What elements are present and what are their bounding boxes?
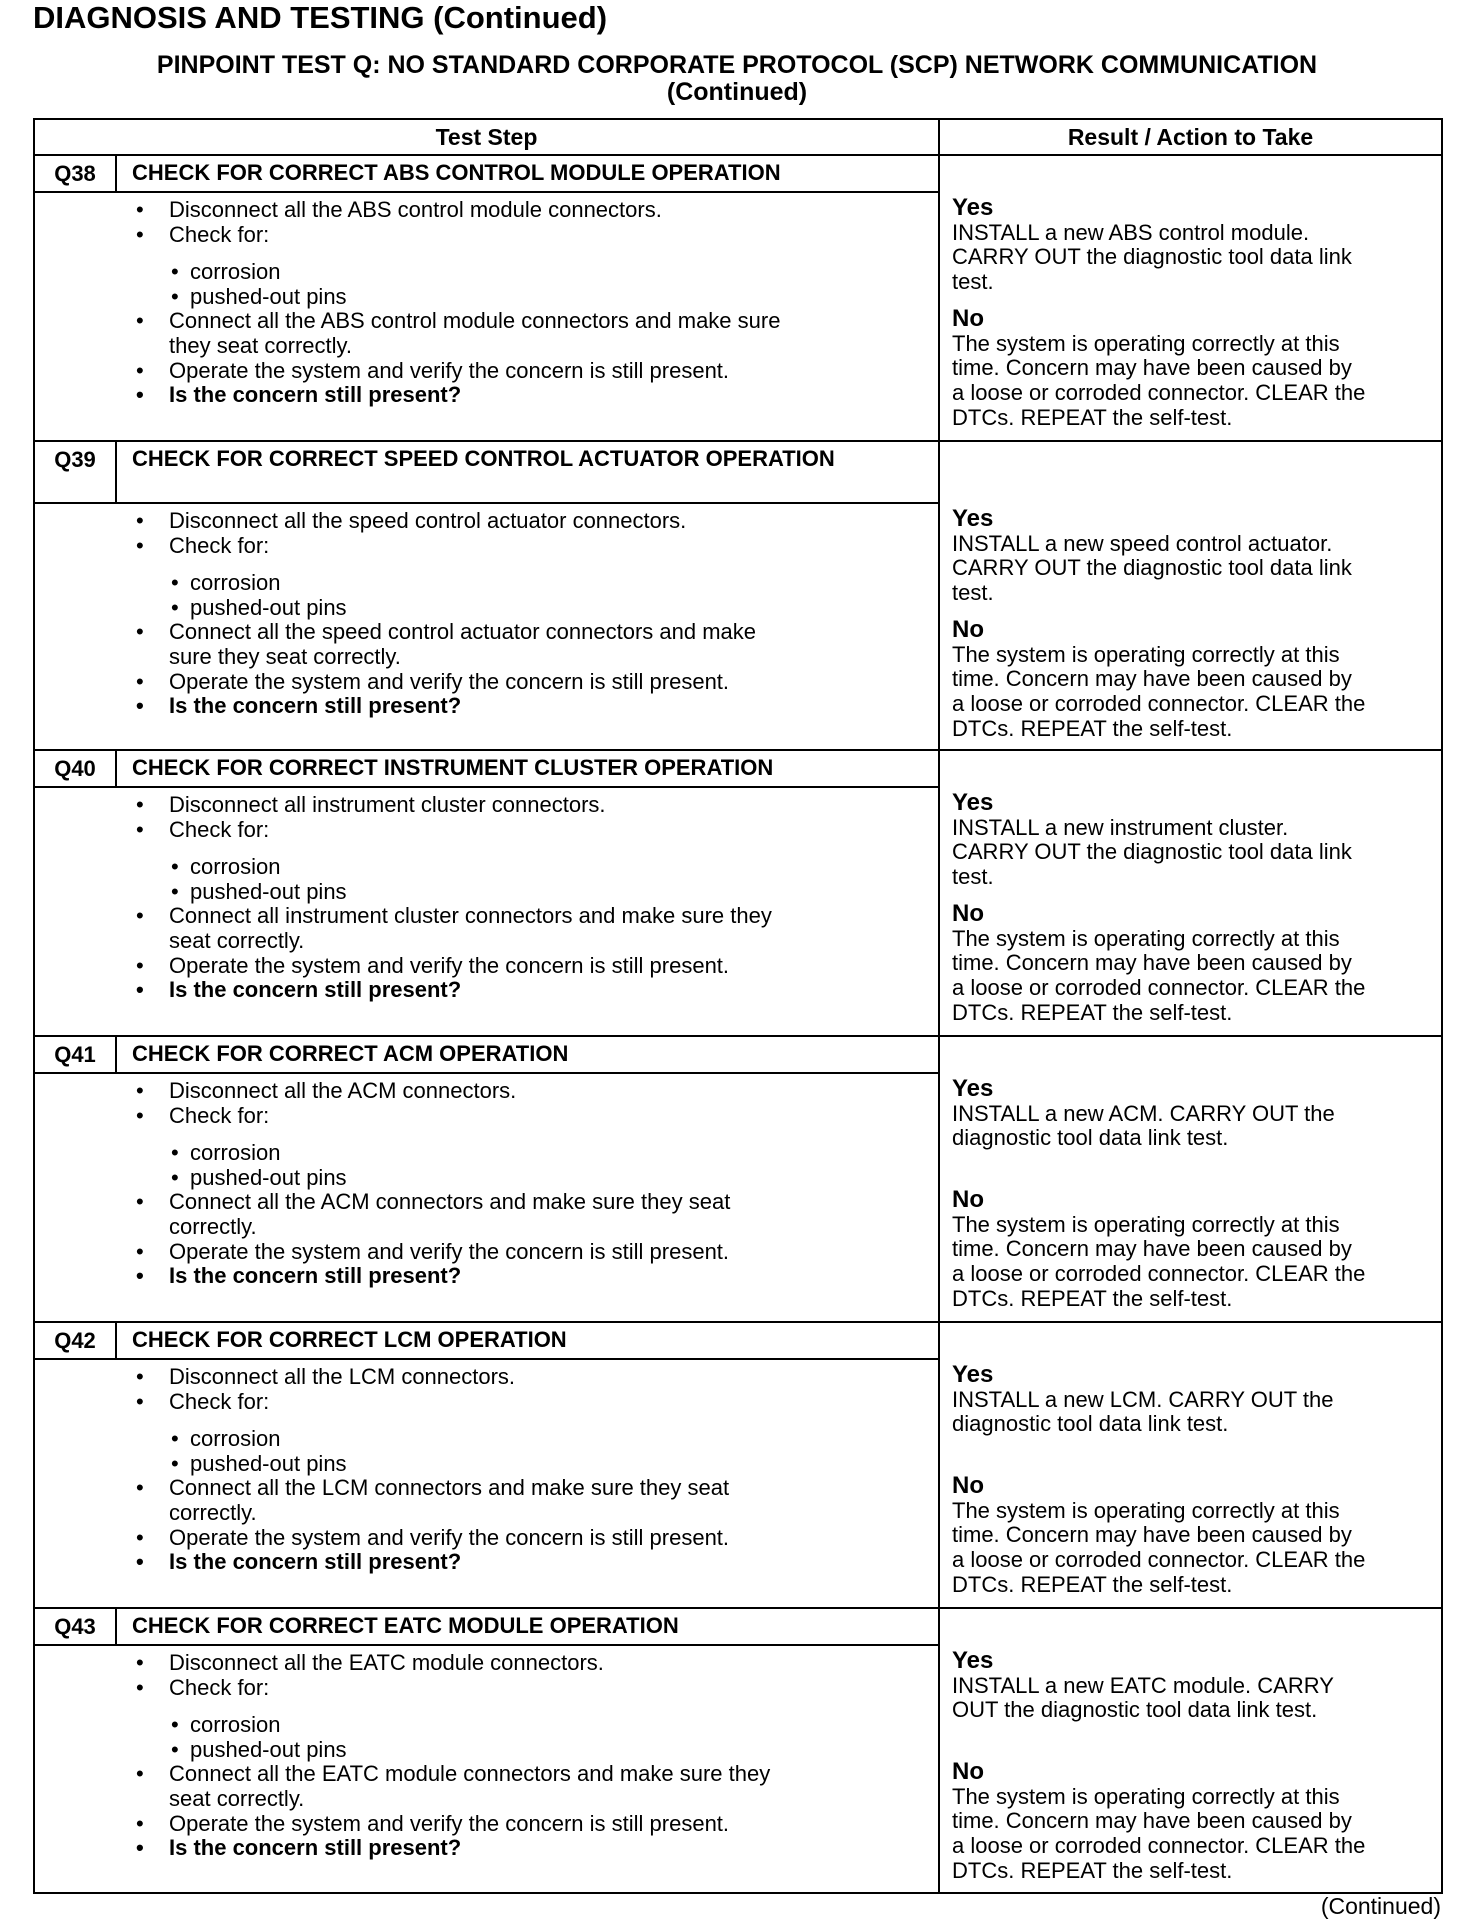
bullet: • <box>136 308 144 333</box>
bullet: • <box>136 619 144 644</box>
no-action: DTCs. REPEAT the self-test. <box>952 1571 1233 1597</box>
pinpoint-test-table <box>33 118 1443 1894</box>
step-number: Q43 <box>35 1609 117 1644</box>
check-pushed-out-pins: pushed-out pins <box>190 1451 347 1476</box>
test-step-block <box>35 1609 1441 1892</box>
step-title: CHECK FOR CORRECT ABS CONTROL MODULE OPERATION <box>132 160 781 185</box>
no-action: time. Concern may have been caused by <box>952 1236 1352 1262</box>
no-action: a loose or corroded connector. CLEAR the <box>952 1261 1366 1287</box>
bullet: • <box>136 222 144 247</box>
bullet: • <box>136 1263 144 1288</box>
bullet: • <box>136 977 144 1002</box>
bullet: • <box>136 533 144 558</box>
yes-action: test. <box>952 580 994 606</box>
check-pushed-out-pins: pushed-out pins <box>190 1165 347 1190</box>
instruction-connect-cont: sure they seat correctly. <box>169 644 401 669</box>
no-label: No <box>952 1758 984 1785</box>
question: Is the concern still present? <box>169 693 462 718</box>
check-corrosion: corrosion <box>190 1426 281 1451</box>
check-pushed-out-pins: pushed-out pins <box>190 595 347 620</box>
question: Is the concern still present? <box>169 977 462 1002</box>
table-header <box>35 120 1441 156</box>
yes-action: test. <box>952 864 994 890</box>
instruction-check-for: Check for: <box>169 817 270 842</box>
instruction-disconnect: Disconnect all the ACM connectors. <box>169 1078 517 1103</box>
bullet: • <box>136 1675 144 1700</box>
step-number: Q39 <box>35 442 117 502</box>
header-test-step: Test Step <box>435 124 538 150</box>
no-action: time. Concern may have been caused by <box>952 355 1352 381</box>
section-title: DIAGNOSIS AND TESTING (Continued) <box>33 0 608 35</box>
no-action: time. Concern may have been caused by <box>952 950 1352 976</box>
check-pushed-out-pins: pushed-out pins <box>190 879 347 904</box>
sub-bullet: • <box>171 1737 179 1762</box>
bullet: • <box>136 508 144 533</box>
no-action: The system is operating correctly at this <box>952 925 1340 951</box>
sub-bullet: • <box>171 854 179 879</box>
no-action: DTCs. REPEAT the self-test. <box>952 1285 1233 1311</box>
bullet: • <box>136 1525 144 1550</box>
no-label: No <box>952 1186 984 1213</box>
no-action: DTCs. REPEAT the self-test. <box>952 404 1233 430</box>
check-pushed-out-pins: pushed-out pins <box>190 1737 347 1762</box>
no-action: a loose or corroded connector. CLEAR the <box>952 380 1366 406</box>
yes-action: OUT the diagnostic tool data link test. <box>952 1697 1318 1723</box>
bullet: • <box>136 792 144 817</box>
instruction-operate: Operate the system and verify the concern is still present. <box>169 1525 730 1550</box>
no-action: DTCs. REPEAT the self-test. <box>952 715 1233 741</box>
instruction-disconnect: Disconnect all the ABS control module connectors. <box>169 197 662 222</box>
instruction-connect-cont: correctly. <box>169 1214 257 1239</box>
instruction-operate: Operate the system and verify the concern is still present. <box>169 1811 730 1836</box>
yes-label: Yes <box>952 1361 994 1388</box>
bullet: • <box>136 953 144 978</box>
no-action: The system is operating correctly at this <box>952 1783 1340 1809</box>
step-number: Q38 <box>35 156 117 191</box>
step-title: CHECK FOR CORRECT LCM OPERATION <box>132 1327 567 1352</box>
yes-action: CARRY OUT the diagnostic tool data link <box>952 839 1352 865</box>
bullet: • <box>136 1835 144 1860</box>
bullet: • <box>136 903 144 928</box>
yes-action: CARRY OUT the diagnostic tool data link <box>952 555 1352 581</box>
step-number: Q41 <box>35 1037 117 1072</box>
no-label: No <box>952 900 984 927</box>
bullet: • <box>136 817 144 842</box>
step-title: CHECK FOR CORRECT EATC MODULE OPERATION <box>132 1613 679 1638</box>
step-title: CHECK FOR CORRECT INSTRUMENT CLUSTER OPERATION <box>132 755 774 780</box>
no-action: time. Concern may have been caused by <box>952 666 1352 692</box>
yes-label: Yes <box>952 194 994 221</box>
continued-label: (Continued) <box>1320 1893 1441 1919</box>
instruction-disconnect: Disconnect all the speed control actuator connectors. <box>169 508 687 533</box>
no-action: The system is operating correctly at this <box>952 1211 1340 1237</box>
instruction-connect: Connect all instrument cluster connectors and make sure they <box>169 903 772 928</box>
instruction-connect-cont: seat correctly. <box>169 928 305 953</box>
test-step-title-row <box>35 156 938 193</box>
sub-bullet: • <box>171 284 179 309</box>
test-step-block <box>35 442 1441 751</box>
check-corrosion: corrosion <box>190 570 281 595</box>
bullet: • <box>136 693 144 718</box>
sub-bullet: • <box>171 1165 179 1190</box>
no-action: DTCs. REPEAT the self-test. <box>952 1857 1233 1883</box>
bullet: • <box>136 1549 144 1574</box>
sub-bullet: • <box>171 1140 179 1165</box>
step-number: Q40 <box>35 751 117 786</box>
instruction-connect: Connect all the ACM connectors and make sure they seat <box>169 1189 731 1214</box>
yes-label: Yes <box>952 1075 994 1102</box>
yes-label: Yes <box>952 1647 994 1674</box>
no-action: a loose or corroded connector. CLEAR the <box>952 975 1366 1001</box>
yes-label: Yes <box>952 505 994 532</box>
instruction-operate: Operate the system and verify the concern is still present. <box>169 358 730 383</box>
instruction-check-for: Check for: <box>169 533 270 558</box>
instruction-connect: Connect all the speed control actuator connectors and make <box>169 619 757 644</box>
bullet: • <box>136 1364 144 1389</box>
bullet: • <box>136 1239 144 1264</box>
instruction-disconnect: Disconnect all the EATC module connectors. <box>169 1650 604 1675</box>
instruction-disconnect: Disconnect all the LCM connectors. <box>169 1364 516 1389</box>
step-title: CHECK FOR CORRECT ACM OPERATION <box>132 1041 569 1066</box>
question: Is the concern still present? <box>169 1835 462 1860</box>
no-action: The system is operating correctly at this <box>952 1497 1340 1523</box>
instruction-operate: Operate the system and verify the concern is still present. <box>169 953 730 978</box>
bullet: • <box>136 1811 144 1836</box>
instruction-check-for: Check for: <box>169 1103 270 1128</box>
bullet: • <box>136 1103 144 1128</box>
bullet: • <box>136 1761 144 1786</box>
bullet: • <box>136 382 144 407</box>
no-action: a loose or corroded connector. CLEAR the <box>952 691 1366 717</box>
header-result: Result / Action to Take <box>1067 124 1314 150</box>
check-corrosion: corrosion <box>190 1712 281 1737</box>
sub-bullet: • <box>171 259 179 284</box>
bullet: • <box>136 1475 144 1500</box>
yes-action: INSTALL a new ABS control module. <box>952 219 1310 245</box>
yes-action: CARRY OUT the diagnostic tool data link <box>952 244 1352 270</box>
check-pushed-out-pins: pushed-out pins <box>190 284 347 309</box>
test-step-title-row <box>35 1037 938 1074</box>
no-action: time. Concern may have been caused by <box>952 1808 1352 1834</box>
instruction-disconnect: Disconnect all instrument cluster connectors. <box>169 792 606 817</box>
test-step-block <box>35 751 1441 1037</box>
subtitle-continued: (Continued) <box>666 78 808 106</box>
instruction-connect: Connect all the ABS control module connectors and make sure <box>169 308 781 333</box>
test-step-title-row <box>35 442 938 504</box>
test-step-title-row <box>35 751 938 788</box>
question: Is the concern still present? <box>169 1549 462 1574</box>
yes-action: diagnostic tool data link test. <box>952 1411 1229 1437</box>
test-step-block <box>35 1037 1441 1323</box>
sub-bullet: • <box>171 1712 179 1737</box>
subtitle-line: PINPOINT TEST Q: NO STANDARD CORPORATE PROTOCOL (SCP) NETWORK COMMUNICATION <box>156 51 1318 79</box>
instruction-connect-cont: correctly. <box>169 1500 257 1525</box>
no-action: The system is operating correctly at this <box>952 641 1340 667</box>
no-label: No <box>952 616 984 643</box>
no-action: a loose or corroded connector. CLEAR the <box>952 1547 1366 1573</box>
pinpoint-test-title <box>33 52 1441 106</box>
question: Is the concern still present? <box>169 1263 462 1288</box>
step-number: Q42 <box>35 1323 117 1358</box>
instruction-connect: Connect all the LCM connectors and make sure they seat <box>169 1475 730 1500</box>
step-title: CHECK FOR CORRECT SPEED CONTROL ACTUATOR OPERATION <box>132 446 835 471</box>
yes-action: INSTALL a new LCM. CARRY OUT the <box>952 1386 1334 1412</box>
no-action: The system is operating correctly at this <box>952 330 1340 356</box>
test-step-block <box>35 1323 1441 1609</box>
bullet: • <box>136 1189 144 1214</box>
no-label: No <box>952 305 984 332</box>
bullet: • <box>136 1078 144 1103</box>
yes-action: INSTALL a new instrument cluster. <box>952 814 1289 840</box>
no-label: No <box>952 1472 984 1499</box>
yes-action: diagnostic tool data link test. <box>952 1125 1229 1151</box>
bullet: • <box>136 669 144 694</box>
sub-bullet: • <box>171 879 179 904</box>
instruction-check-for: Check for: <box>169 1675 270 1700</box>
test-step-block <box>35 156 1441 442</box>
yes-label: Yes <box>952 789 994 816</box>
question: Is the concern still present? <box>169 382 462 407</box>
no-action: time. Concern may have been caused by <box>952 1522 1352 1548</box>
instruction-connect-cont: they seat correctly. <box>169 333 352 358</box>
instruction-connect-cont: seat correctly. <box>169 1786 305 1811</box>
test-step-title-row <box>35 1323 938 1360</box>
yes-action: INSTALL a new EATC module. CARRY <box>952 1672 1334 1698</box>
yes-action: INSTALL a new speed control actuator. <box>952 530 1333 556</box>
sub-bullet: • <box>171 595 179 620</box>
bullet: • <box>136 1389 144 1414</box>
no-action: a loose or corroded connector. CLEAR the <box>952 1833 1366 1859</box>
instruction-connect: Connect all the EATC module connectors and make sure they <box>169 1761 771 1786</box>
bullet: • <box>136 197 144 222</box>
bullet: • <box>136 1650 144 1675</box>
test-step-title-row <box>35 1609 938 1646</box>
instruction-operate: Operate the system and verify the concern is still present. <box>169 669 730 694</box>
instruction-check-for: Check for: <box>169 1389 270 1414</box>
check-corrosion: corrosion <box>190 259 281 284</box>
check-corrosion: corrosion <box>190 1140 281 1165</box>
instruction-check-for: Check for: <box>169 222 270 247</box>
bullet: • <box>136 358 144 383</box>
instruction-operate: Operate the system and verify the concern is still present. <box>169 1239 730 1264</box>
check-corrosion: corrosion <box>190 854 281 879</box>
no-action: DTCs. REPEAT the self-test. <box>952 999 1233 1025</box>
sub-bullet: • <box>171 1451 179 1476</box>
yes-action: INSTALL a new ACM. CARRY OUT the <box>952 1100 1335 1126</box>
sub-bullet: • <box>171 570 179 595</box>
sub-bullet: • <box>171 1426 179 1451</box>
yes-action: test. <box>952 269 994 295</box>
